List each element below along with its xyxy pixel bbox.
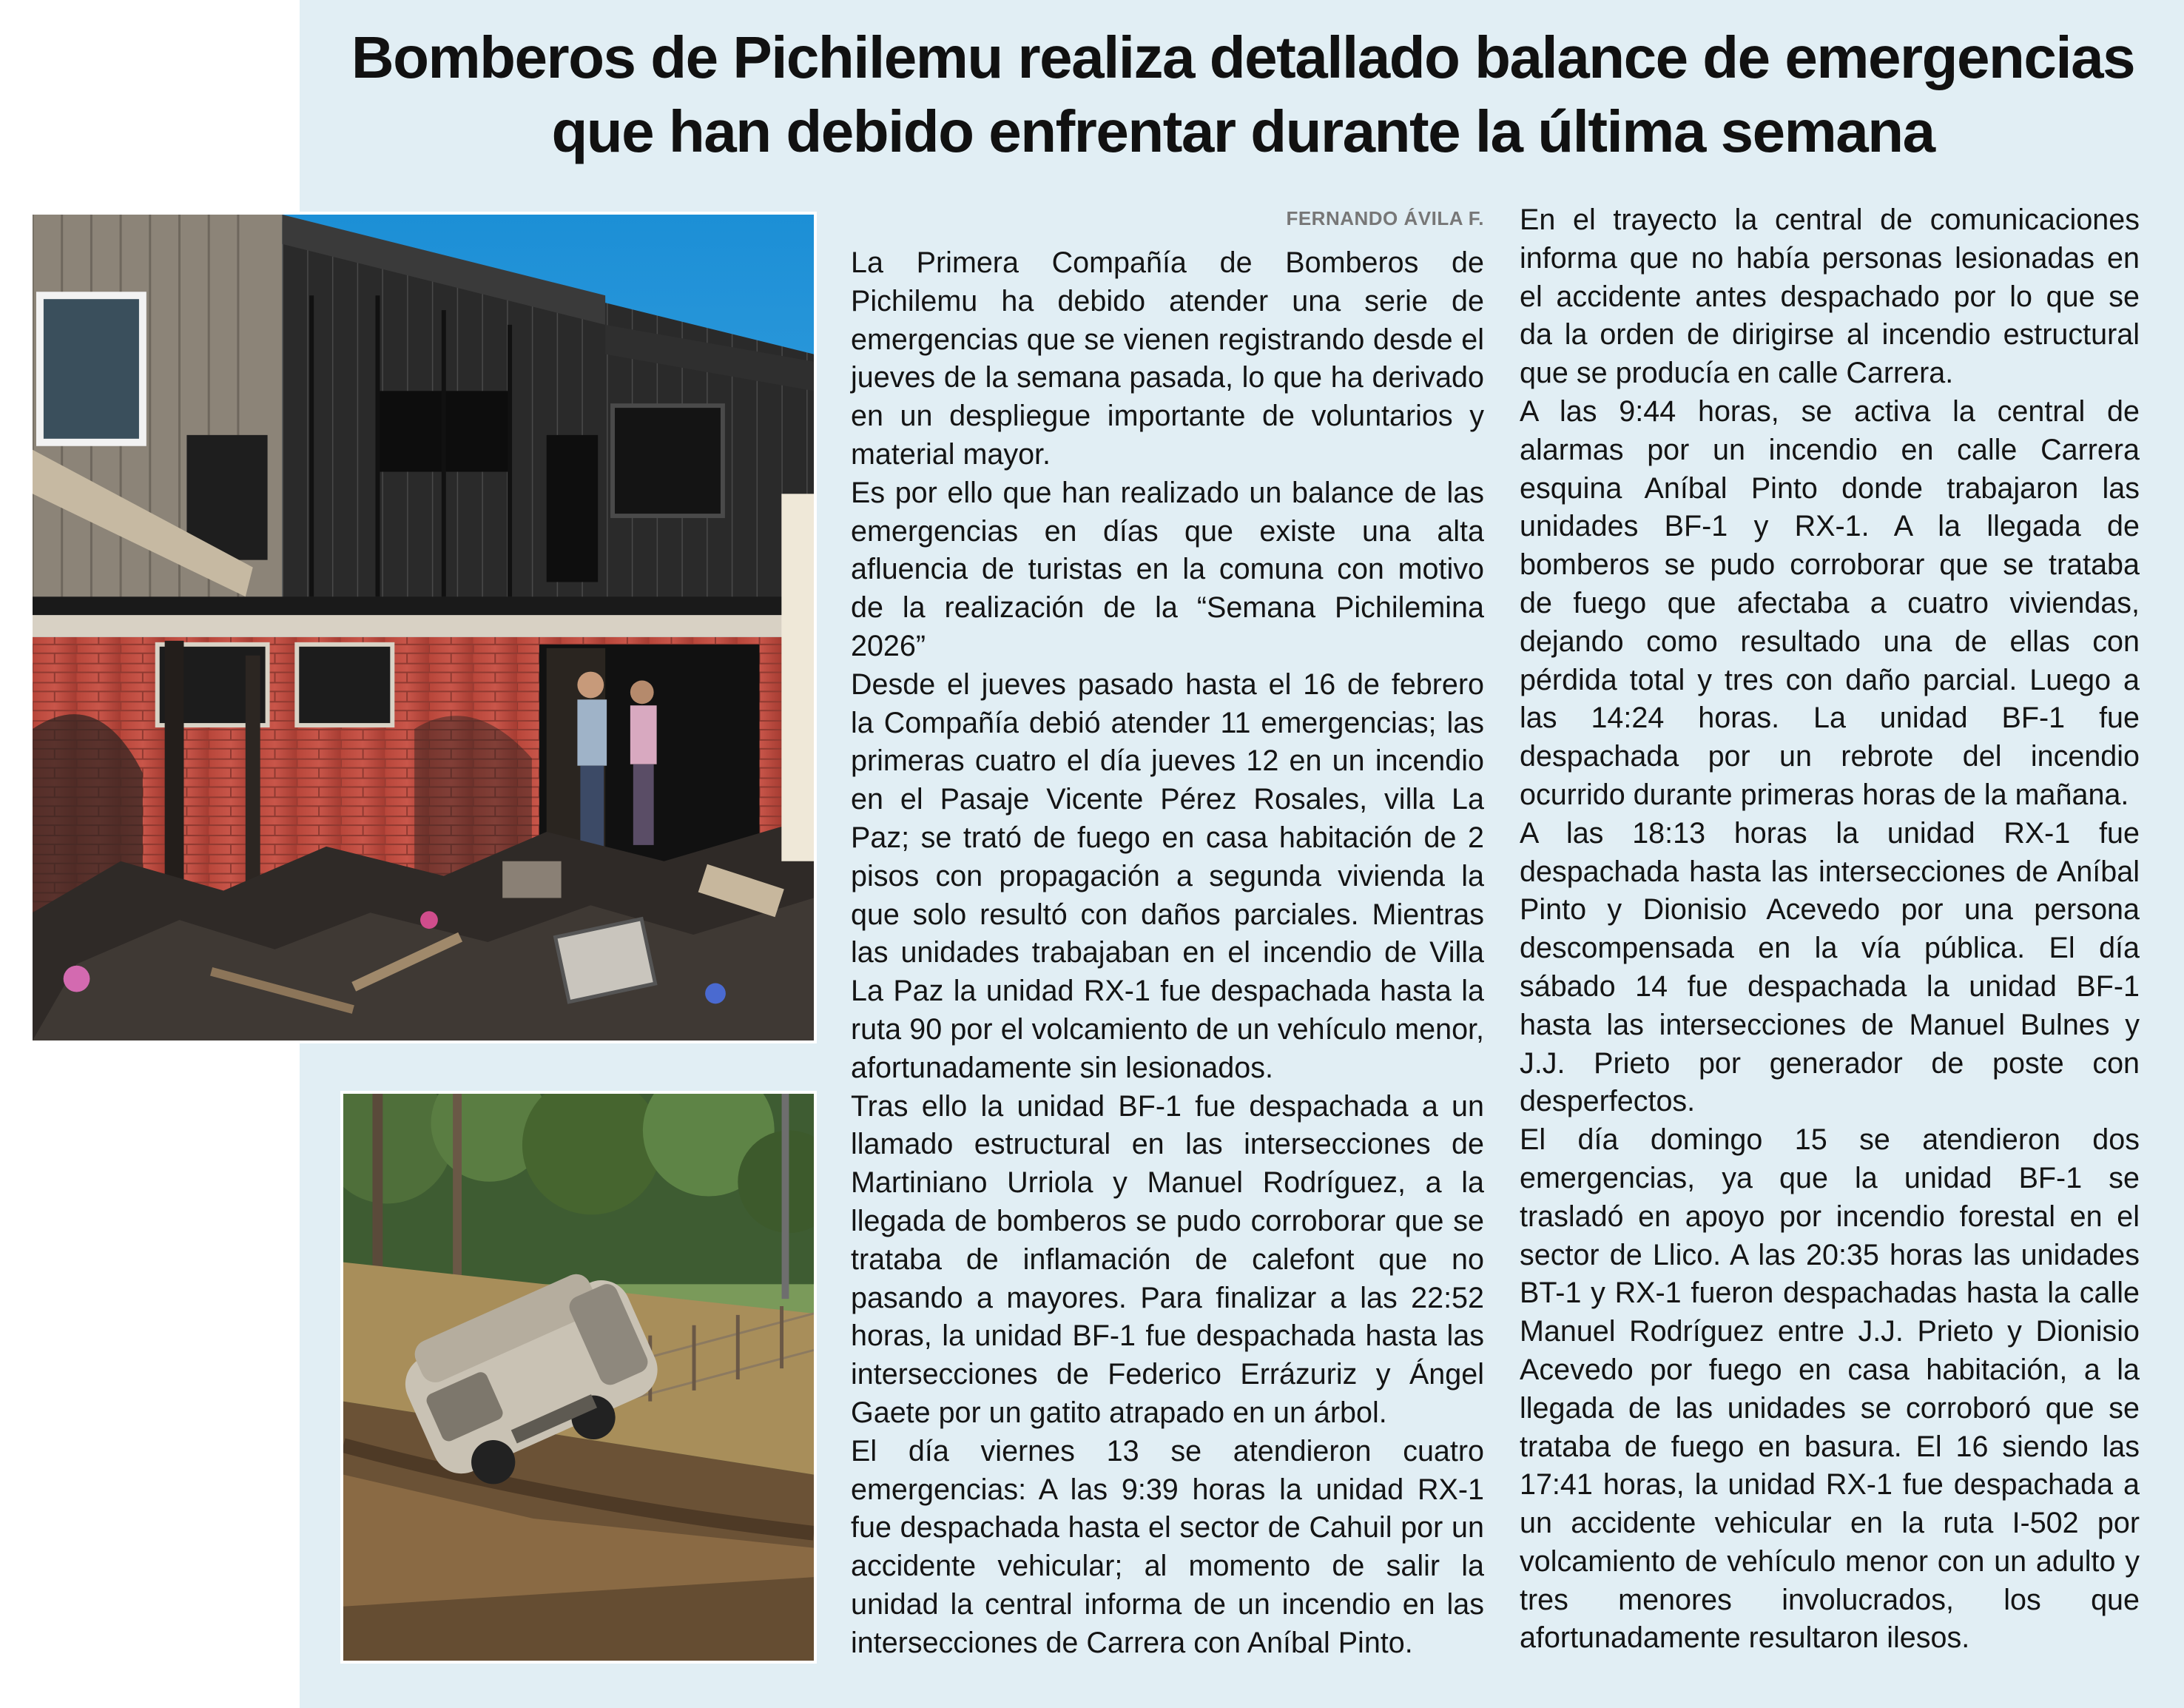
article-paragraph: A las 9:44 horas, se activa la central de alarmas por un incendio en calle Carrera esquina Aníbal Pinto donde trabajaron las unidades BF-1 y RX-1. A la llegada de bomberos se pudo corroborar que se trataba de fuego que afectaba a cuatro viviendas, dejando como resultado una de ellas con pérdida total y tres con daño parcial. Luego a las 14:24 horas. La unidad BF-1 fue despachada por un rebrote del incendio ocurrido durante primeras horas de la mañana. [1520,394,2140,811]
overturned-car-photo [340,1091,817,1664]
article-column-left [851,244,1484,1662]
article-byline: FERNANDO ÁVILA F. [1286,207,1484,229]
article-paragraph: A las 18:13 horas la unidad RX-1 fue despachada hasta las intersecciones de Aníbal Pinto y Dionisio Acevedo por una persona descompensada en la vía pública. El día sábado 14 fue despachada la unidad BF-1 hasta las intersecciones de Manuel Bulnes y J.J. Prieto por generador de poste con desperfectos. [1520,816,2140,1118]
article-column-right [1520,201,2140,1658]
burned-house-photo [30,212,817,1043]
article-paragraph: Es por ello que han realizado un balance de las emergencias en días que existe una alta afluencia de turistas en la comuna con motivo de la realización de la “Semana Pichilemina 2026” [851,476,1484,662]
article-headline: Bomberos de Pichilemu realiza detallado balance de emergencias que han debido enfrentar durante la última semana [351,24,2135,164]
article-paragraph: El día domingo 15 se atendieron dos emergencias, ya que la unidad BF-1 se trasladó en apoyo por incendio forestal en el sector de Llico. A las 20:35 horas las unidades BT-1 y RX-1 fueron despachadas hasta la calle Manuel Rodríguez entre J.J. Prieto y Dionisio Acevedo por fuego en casa habitación, a la llegada de las unidades se corroboró que se trataba de fuego en basura. El 16 siendo las 17:41 horas, la unidad RX-1 fue despachada a un accidente vehicular en la ruta I-502 por volcamiento de vehículo menor con un adulto y tres menores involucrados, los que afortunadamente resultaron ilesos. [1520,1123,2140,1655]
overturned-car-illustration [343,1094,814,1661]
burned-house-illustration [33,215,814,1040]
article-paragraph: El día viernes 13 se atendieron cuatro emergencias: A las 9:39 horas la unidad RX-1 fue despachada hasta el sector de Cahuil por un accidente vehicular; al momento de salir la unidad la central informa de un incendio en las intersecciones de Carrera con Aníbal Pinto. [851,1434,1484,1659]
article-paragraph: La Primera Compañía de Bomberos de Pichilemu ha debido atender una serie de emergencias que se vienen registrando desde el jueves de la semana pasada, lo que ha derivado en un despliegue importante de voluntarios y material mayor. [851,246,1484,471]
article-paragraph: Tras ello la unidad BF-1 fue despachada a un llamado estructural en las intersecciones de Martiniano Urriola y Manuel Rodríguez, a la llegada de bomberos se pudo corroborar que se trataba de inflamación de calefont que no pasando a mayores. Para finalizar a las 22:52 horas, la unidad BF-1 fue despachada hasta las intersecciones de Federico Errázuriz y Ángel Gaete por un gatito atrapado en un árbol. [851,1089,1484,1429]
article-paragraph: En el trayecto la central de comunicaciones informa que no había personas lesionadas en el accidente antes despachado por lo que se da la orden de dirigirse al incendio estructural que se producía en calle Carrera. [1520,204,2140,390]
article-paragraph: Desde el jueves pasado hasta el 16 de febrero la Compañía debió atender 11 emergencias; las primeras cuatro el día jueves 12 en un incendio en el Pasaje Vicente Pérez Rosales, villa La Paz; se trató de fuego en casa habitación de 2 pisos con propagación a segunda vivienda la que solo resultó con daños parciales. Mientras las unidades trabajaban en el incendio de Villa La Paz la unidad RX-1 fue despachada hasta la ruta 90 por el volcamiento de un vehículo menor, afortunadamente sin lesionados. [851,668,1484,1084]
